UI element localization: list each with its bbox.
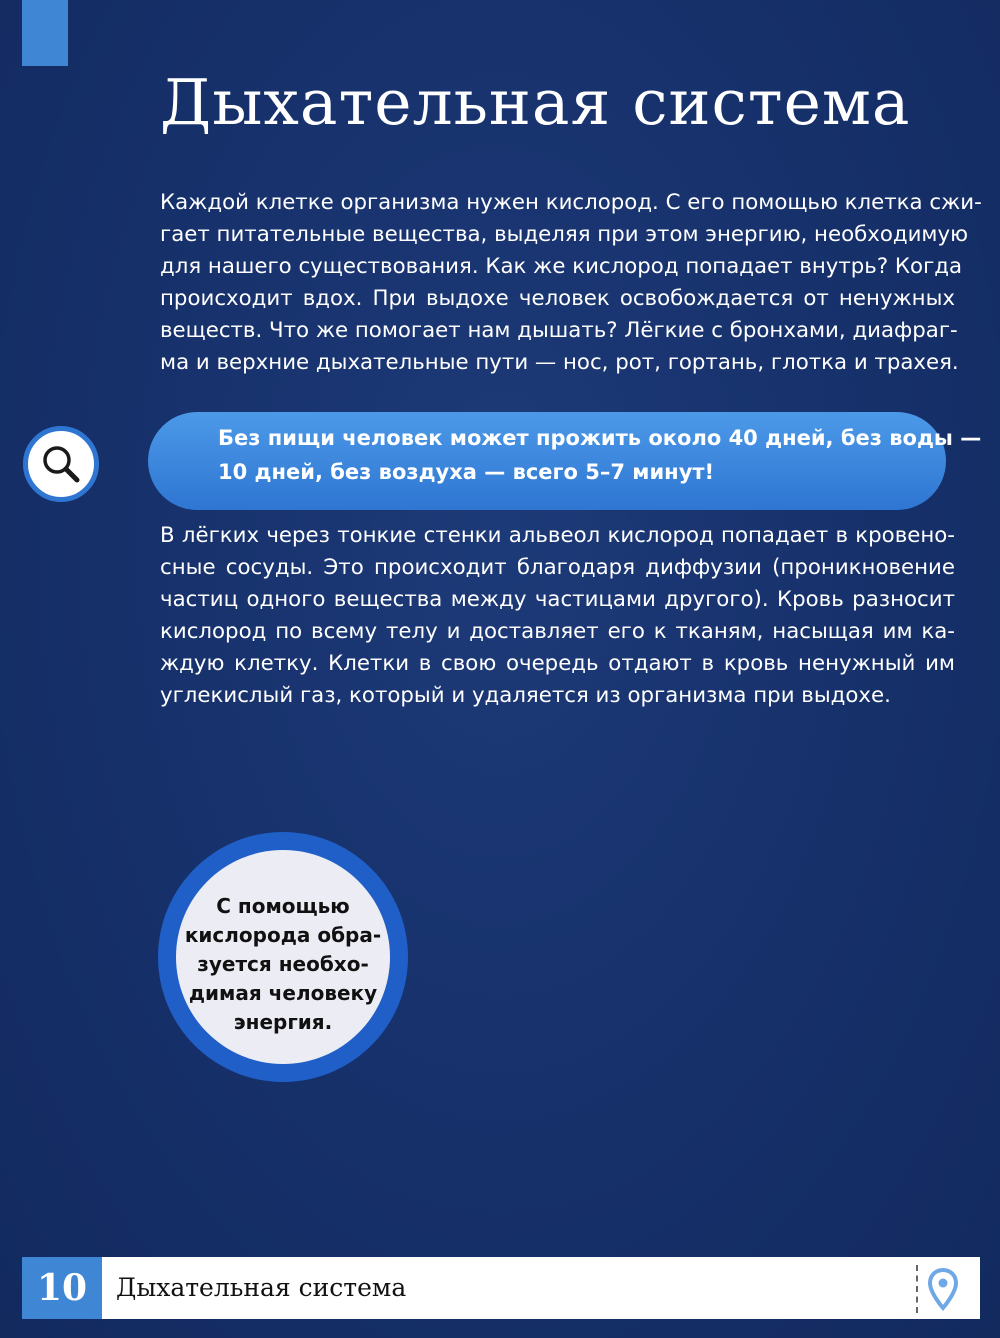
text-line: В лёгких через тонкие стенки альвеол кислород попадает в кровено- — [160, 523, 955, 548]
callout-line: димая человеку — [188, 981, 378, 1005]
map-pin-icon — [928, 1268, 958, 1312]
callout-line: энергия. — [233, 1010, 333, 1034]
corner-tab — [22, 0, 68, 66]
fact-text — [218, 421, 981, 489]
text-line: веществ. Что же помогает нам дышать? Лёгкие с бронхами, диафраг- — [160, 318, 958, 343]
text-line: ждую клетку. Клетки в свою очередь отдают в кровь ненужный им — [160, 651, 955, 676]
magnifier-icon — [23, 426, 99, 502]
text-line: ма и верхние дыхательные пути — нос, рот, гортань, глотка и трахея. — [160, 350, 959, 375]
text-line: происходит вдох. При выдохе человек освобождается от ненужных — [160, 286, 955, 311]
text-line: гает питательные вещества, выделяя при этом энергию, необходимую — [160, 222, 969, 247]
text-line: для нашего существования. Как же кислород попадает внутрь? Когда — [160, 254, 963, 279]
text-line: сные сосуды. Это происходит благодаря диффузии (проникновение — [160, 555, 955, 580]
page-number: 10 — [22, 1257, 102, 1319]
footer-section-title: Дыхательная система — [116, 1273, 407, 1302]
body-paragraph — [160, 520, 955, 712]
text-line: углекислый газ, который и удаляется из организма при выдохе. — [160, 683, 891, 708]
fact-line: Без пищи человек может прожить около 40 дней, без воды — — [218, 426, 982, 450]
fact-line: 10 дней, без воздуха — всего 5–7 минут! — [218, 460, 715, 484]
text-line: кислород по всему телу и доставляет его к тканям, насыщая им ка- — [160, 619, 955, 644]
callout-line: зуется необхо- — [197, 952, 369, 976]
intro-paragraph — [160, 187, 982, 379]
callout-line: кислорода обра- — [184, 923, 382, 947]
footer-divider — [916, 1265, 918, 1313]
text-line: Каждой клетке организма нужен кислород. С его помощью клетка сжи- — [160, 190, 982, 215]
text-line: частиц одного вещества между частицами другого). Кровь разносит — [160, 587, 955, 612]
callout-text — [176, 892, 390, 1037]
page-title: Дыхательная система — [160, 66, 911, 139]
callout-line: С помощью — [216, 894, 350, 918]
